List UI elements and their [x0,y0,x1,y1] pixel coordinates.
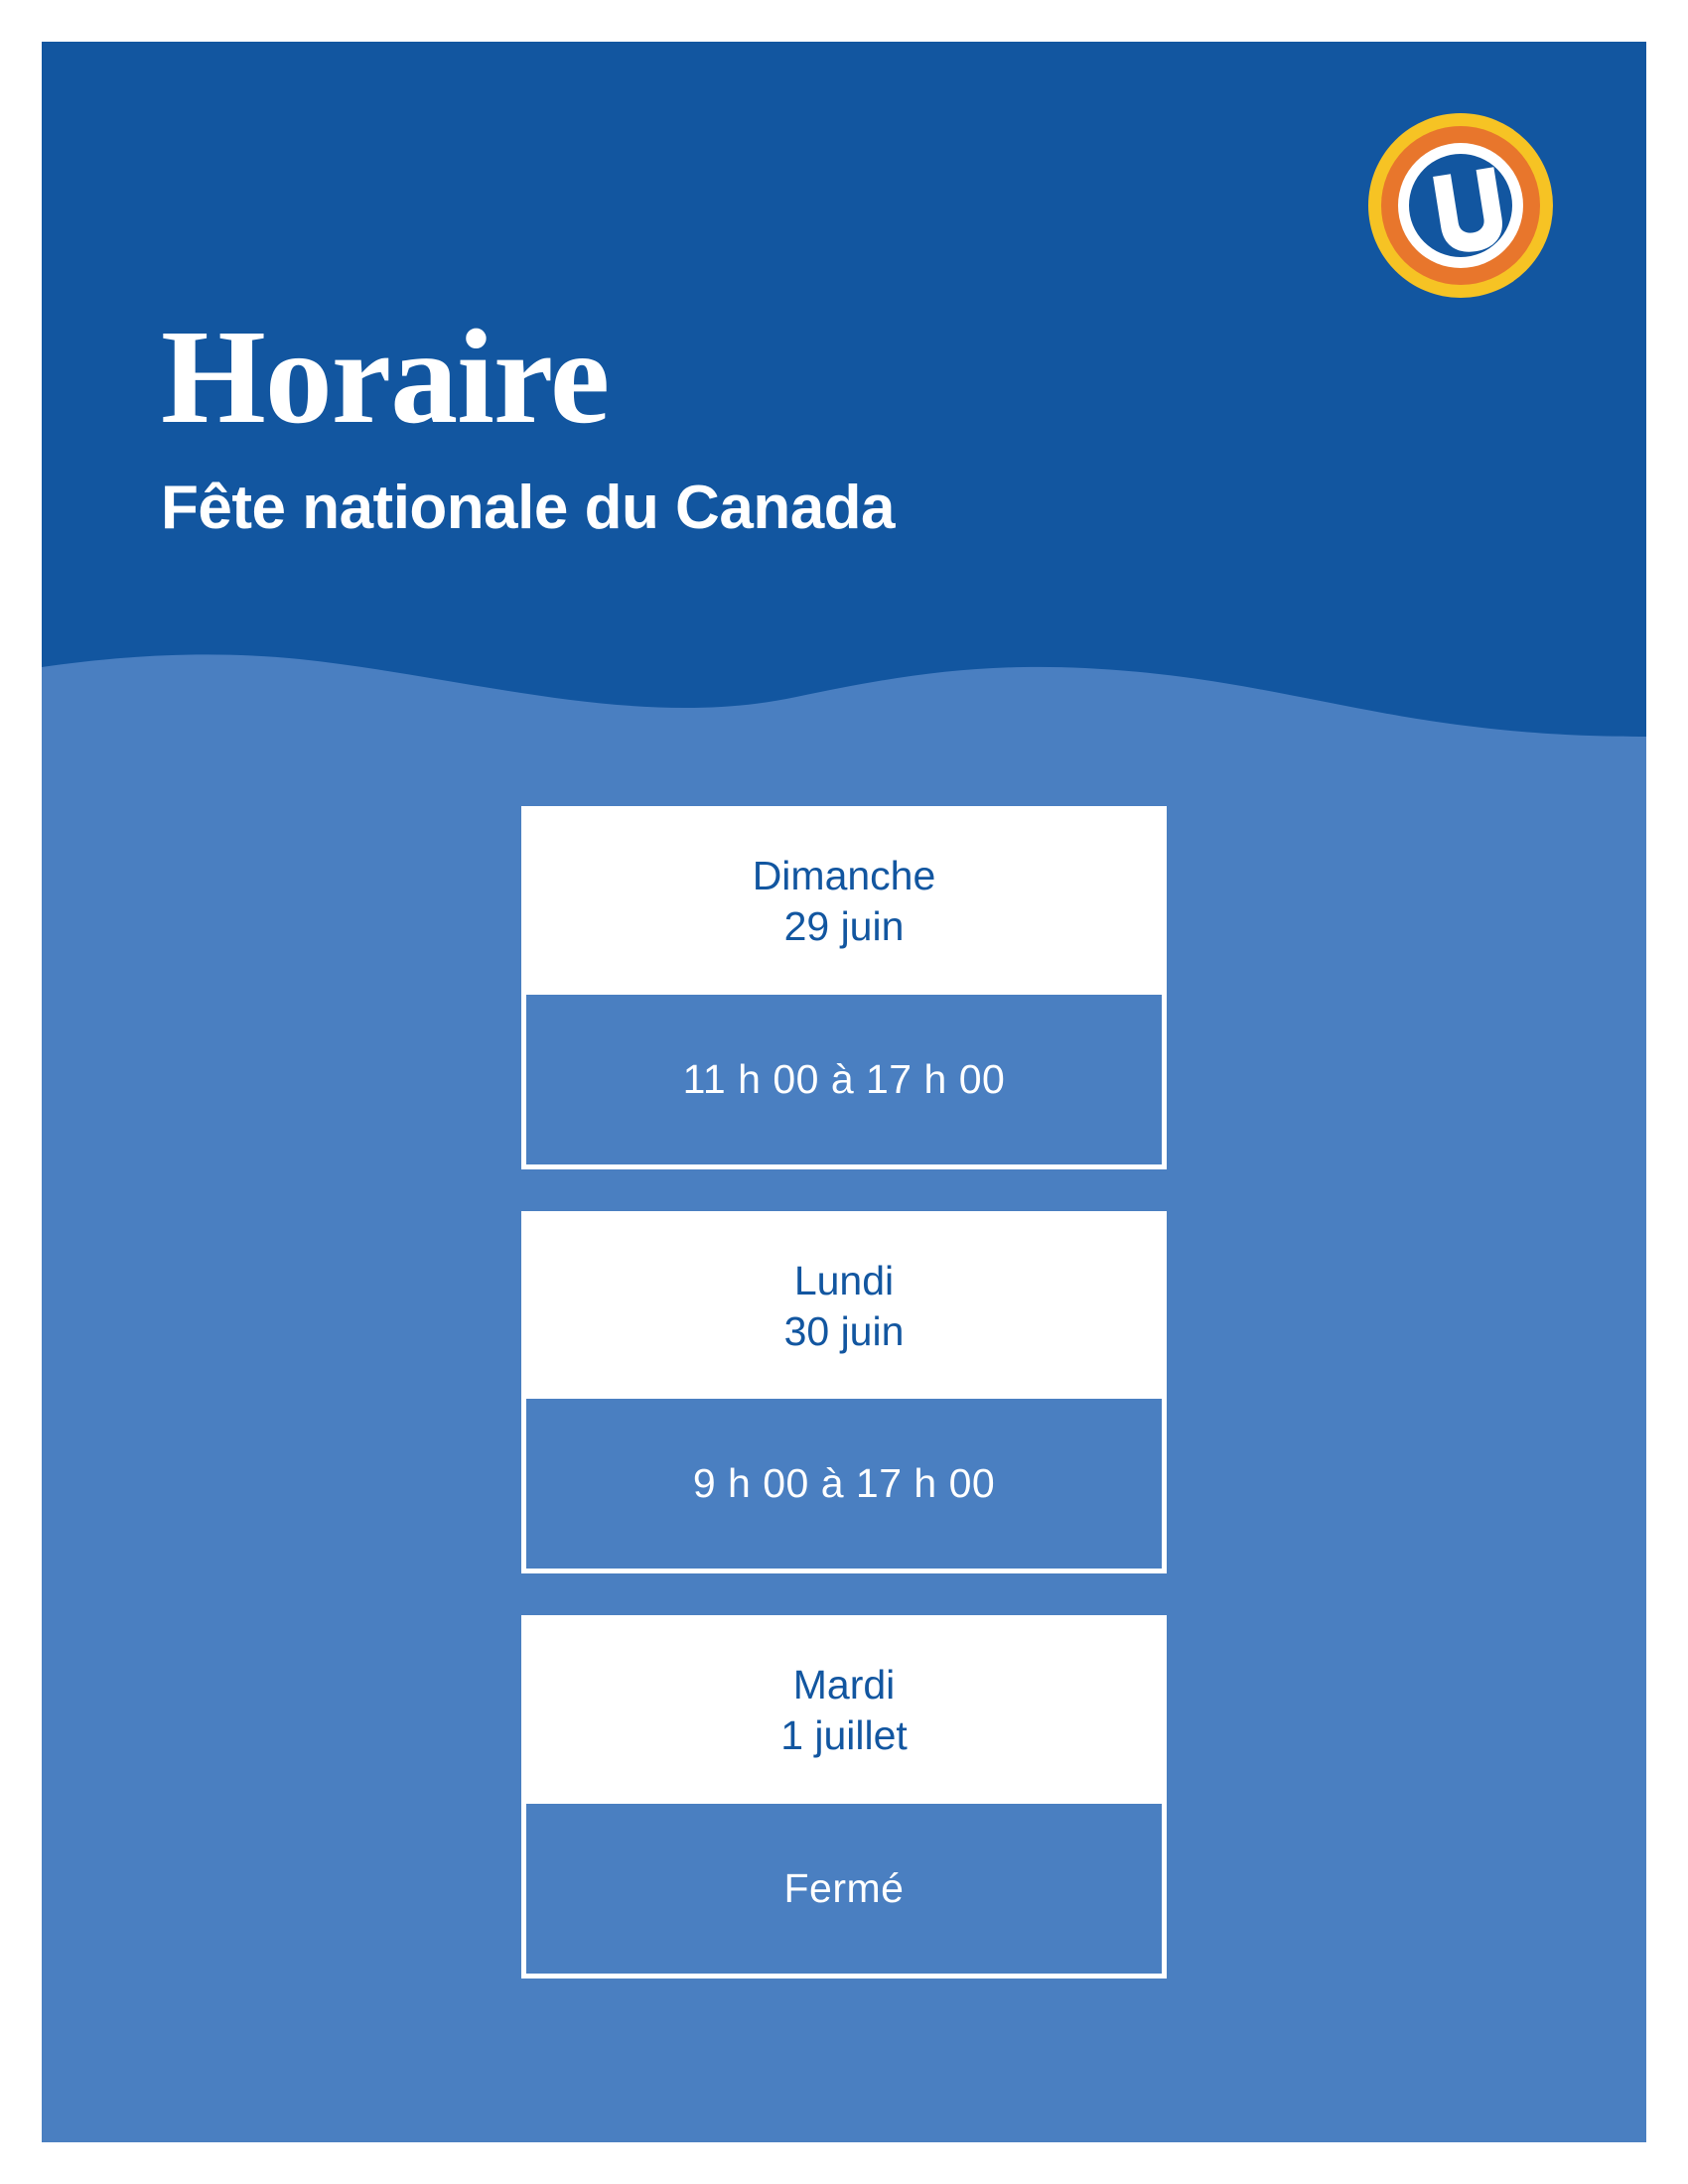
poster-header [42,42,1646,796]
page-title: Horaire [161,303,610,452]
schedule-day-date: 30 juin [783,1307,905,1354]
schedule-card-hours: 9 h 00 à 17 h 00 [526,1399,1162,1569]
schedule-day-name: Dimanche [752,853,936,898]
schedule-card [521,1211,1167,1574]
schedule-card [521,806,1167,1169]
schedule-day-date: 29 juin [783,903,905,950]
uqam-logo-icon [1366,111,1555,300]
schedule-day-name: Lundi [793,1257,895,1303]
logo-svg [1366,111,1555,300]
page-subtitle: Fête nationale du Canada [161,474,896,542]
schedule-card-hours: 11 h 00 à 17 h 00 [526,995,1162,1164]
schedule-card-date [526,1620,1162,1804]
schedule-day-name: Mardi [792,1662,896,1707]
schedule-day-date: 1 juillet [780,1712,908,1759]
schedule-card [521,1615,1167,1979]
schedule-card-date [526,811,1162,995]
schedule-poster [42,42,1646,2142]
title-block [161,303,1352,542]
schedule-card-date [526,1216,1162,1400]
schedule-card-hours: Fermé [526,1804,1162,1974]
schedule-list [42,806,1646,2020]
